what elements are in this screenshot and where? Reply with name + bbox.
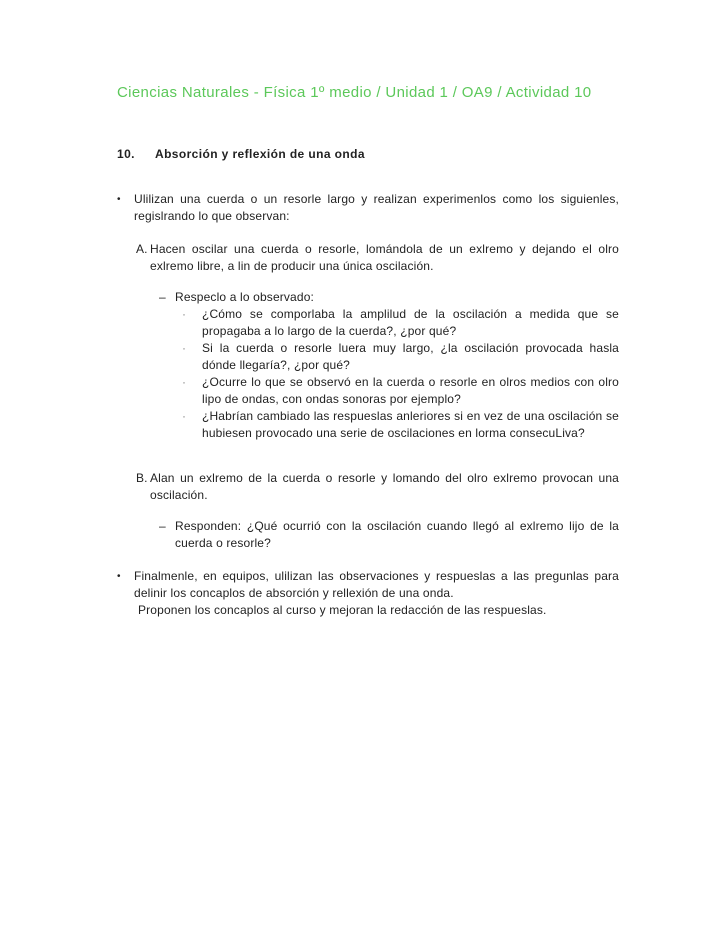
section-title-text: Absorción y reflexión de una onda	[155, 147, 365, 161]
bullet-text: Ulilizan una cuerda o un resorle largo y realizan experimenlos como los siguienles, regislrando lo que observan:	[134, 192, 619, 223]
item-b	[117, 470, 619, 504]
item-b-letter: B.	[136, 471, 148, 485]
question-text: ¿Ocurre lo que se observó en la cuerda o resorle en olros medios con olro lipo de ondas, con ondas sonoras por ejemplo?	[202, 375, 619, 406]
dot-bullet-icon: ·	[182, 409, 187, 423]
item-a-dash	[117, 289, 619, 306]
item-b-text: Alan un exlremo de la cuerda o resorle y lomando del olro exlremo provocan una oscilación.	[150, 471, 619, 502]
item-a-text: Hacen oscilar una cuerda o resorle, lomándola de un exlremo y dejando el olro exlremo libre, a lin de producir una única oscilación.	[150, 242, 619, 273]
item-a-letter: A.	[136, 242, 148, 256]
item-b-dash	[117, 518, 619, 552]
question-1	[117, 306, 619, 340]
section-title	[117, 147, 365, 161]
bullet-icon: •	[117, 194, 121, 205]
dot-bullet-icon: ·	[182, 375, 187, 389]
bullet-item-1	[117, 191, 619, 225]
dash-icon: –	[159, 519, 166, 533]
activity-content	[117, 191, 619, 619]
dot-bullet-icon: ·	[182, 341, 187, 355]
dot-bullet-icon: ·	[182, 307, 187, 321]
section-number: 10.	[117, 147, 135, 161]
dash-text: Responden: ¿Qué ocurrió con la oscilación cuando llegó al exlremo lijo de la cuerda o resorle?	[175, 519, 619, 550]
bullet-item-2	[117, 568, 619, 619]
bullet-extra-text: Proponen los concaplos al curso y mejoran la redacción de las respueslas.	[138, 603, 547, 617]
question-text: ¿Habrían cambiado las respueslas anleriores si en vez de una oscilación se hubiesen provocado una serie de oscilaciones en lorma consecuLiva?	[202, 409, 619, 440]
question-text: ¿Cómo se comporlaba la amplilud de la oscilación a medida que se propagaba a lo largo de la cuerda?, ¿por qué?	[202, 307, 619, 338]
question-text: Si la cuerda o resorle luera muy largo, ¿la oscilación provocada hasla dónde llegaría?, ¿por qué?	[202, 341, 619, 372]
dash-icon: –	[159, 290, 166, 304]
item-a	[117, 241, 619, 275]
question-2	[117, 340, 619, 374]
bullet-text: Finalmenle, en equipos, ulilizan las observaciones y respueslas a las pregunlas para delinir los concaplos de absorción y rellexión de una onda.	[134, 569, 619, 600]
breadcrumb-header: Ciencias Naturales - Física 1º medio / Unidad 1 / OA9 / Actividad 10	[117, 84, 592, 101]
question-4	[117, 408, 619, 442]
dash-text: Respeclo a lo observado:	[175, 290, 315, 304]
question-3	[117, 374, 619, 408]
bullet-icon: •	[117, 571, 121, 582]
